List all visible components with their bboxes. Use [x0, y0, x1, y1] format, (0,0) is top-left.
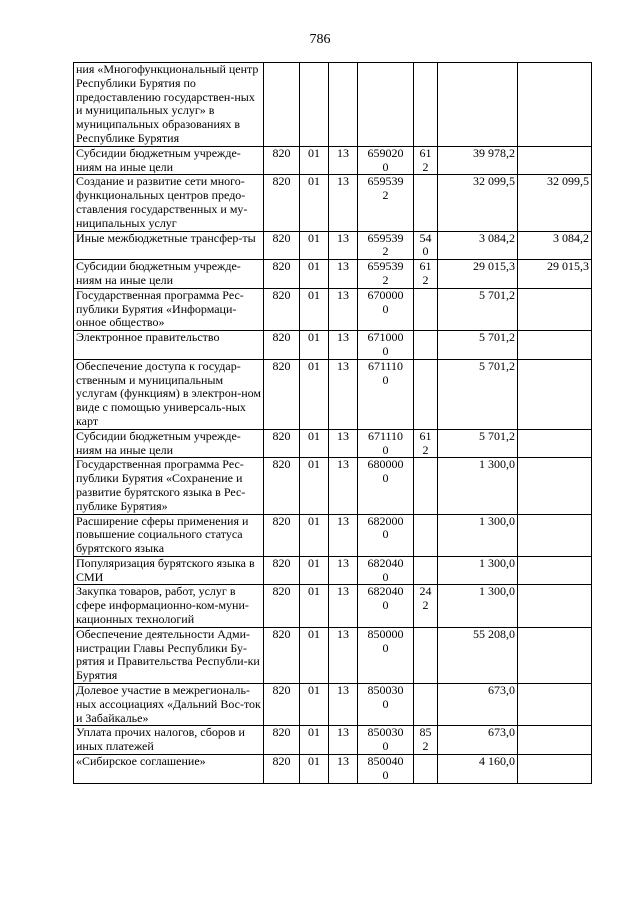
section-code: 01: [308, 584, 320, 599]
target-article-line1: 659539: [367, 174, 404, 189]
item-name-cell: [74, 585, 264, 627]
expense-type-cell: [414, 231, 438, 260]
expense-type-line2: 2: [422, 159, 429, 174]
ministry-code: 820: [272, 174, 291, 189]
subsection-code-cell: [329, 231, 358, 260]
amount: 1 300,0: [479, 457, 515, 472]
budget-table: [73, 62, 592, 784]
section-code: 01: [308, 725, 320, 740]
amount: 1 300,0: [479, 584, 515, 599]
expense-type-line2: 2: [422, 598, 429, 613]
target-article-cell: [358, 514, 414, 556]
ministry-code: 820: [272, 683, 291, 698]
amount-subventions-cell: [518, 429, 592, 458]
amount: 1 300,0: [479, 555, 515, 570]
subsection-code: 13: [337, 626, 349, 641]
section-code: 01: [308, 330, 320, 345]
item-name: Расширение сферы применения и повышение социального статуса бурятского языка: [76, 513, 249, 556]
amount-cell: [438, 231, 518, 260]
expense-type-cell: [414, 458, 438, 514]
item-name-cell: [74, 556, 264, 585]
subsection-code-cell: [329, 627, 358, 683]
amount: 1 300,0: [479, 513, 515, 528]
table-row: [74, 63, 592, 147]
section-code-cell: [300, 63, 329, 147]
amount: 29 015,3: [473, 259, 515, 274]
ministry-code: 820: [272, 457, 291, 472]
amount: 5 701,2: [479, 428, 515, 443]
ministry-code-cell: [264, 684, 300, 726]
item-name: Государственная программа Рес-публики Бурятия «Сохранение и развитие бурятского языка в Рес-публике Бурятия»: [76, 457, 246, 513]
target-article-line1: 680000: [367, 457, 404, 472]
amount-cell: [438, 359, 518, 429]
section-code: 01: [308, 358, 320, 373]
subsection-code: 13: [337, 145, 349, 160]
item-name: Субсидии бюджетным учрежде-ниям на иные цели: [76, 145, 241, 174]
target-article-cell: [358, 684, 414, 726]
item-name: Создание и развитие сети много-функциональных центров предо-ставления государственных и му-ниципальных услуг: [76, 174, 248, 230]
amount-cell: [438, 175, 518, 231]
amount: 55 208,0: [473, 626, 515, 641]
target-article-line1: 671000: [367, 330, 404, 345]
item-name-cell: [74, 359, 264, 429]
subsection-code: 13: [337, 230, 349, 245]
ministry-code-cell: [264, 63, 300, 147]
item-name: Государственная программа Рес-публики Бурятия «Информаци-онное общество»: [76, 287, 244, 330]
target-article-line1: 670000: [367, 287, 404, 302]
subsection-code: 13: [337, 287, 349, 302]
expense-type-cell: [414, 684, 438, 726]
target-article-cell: [358, 627, 414, 683]
subsection-code: 13: [337, 683, 349, 698]
section-code: 01: [308, 259, 320, 274]
ministry-code-cell: [264, 175, 300, 231]
item-name-cell: [74, 684, 264, 726]
ministry-code-cell: [264, 288, 300, 330]
amount: 3 084,2: [479, 230, 515, 245]
section-code-cell: [300, 726, 329, 755]
target-article-line2: 2: [382, 272, 389, 287]
item-name: Обеспечение доступа к государ-ственным и муниципальным услугам (функциям) в электрон-ном виде с помощью универсаль-ных карт: [76, 358, 262, 428]
item-name: «Сибирское соглашение»: [76, 754, 206, 769]
item-name-cell: [74, 260, 264, 289]
target-article-line2: 0: [382, 372, 389, 387]
expense-type-line2: 2: [422, 739, 429, 754]
target-article-cell: [358, 755, 414, 784]
subsection-code-cell: [329, 146, 358, 175]
expense-type-cell: [414, 359, 438, 429]
ministry-code-cell: [264, 359, 300, 429]
ministry-code-cell: [264, 260, 300, 289]
expense-type-cell: [414, 755, 438, 784]
ministry-code-cell: [264, 146, 300, 175]
amount-cell: [438, 627, 518, 683]
amount-subventions-cell: [518, 359, 592, 429]
amount: 673,0: [488, 725, 515, 740]
subsection-code-cell: [329, 175, 358, 231]
ministry-code: 820: [272, 259, 291, 274]
target-article-line2: 0: [382, 767, 389, 782]
subsection-code-cell: [329, 260, 358, 289]
subsection-code-cell: [329, 63, 358, 147]
item-name: Долевое участие в межрегиональ-ных ассоциациях «Дальний Вос-ток и Забайкалье»: [76, 683, 261, 725]
table-row: [74, 556, 592, 585]
section-code-cell: [300, 429, 329, 458]
subsection-code-cell: [329, 359, 358, 429]
section-code: 01: [308, 145, 320, 160]
subsection-code-cell: [329, 556, 358, 585]
subsection-code-cell: [329, 755, 358, 784]
section-code-cell: [300, 684, 329, 726]
amount-subventions: 32 099,5: [547, 174, 589, 189]
item-name: Популяризация бурятского языка в СМИ: [76, 555, 255, 584]
ministry-code: 820: [272, 287, 291, 302]
amount-subventions-cell: [518, 585, 592, 627]
table-row: [74, 288, 592, 330]
subsection-code-cell: [329, 726, 358, 755]
ministry-code: 820: [272, 330, 291, 345]
expense-type-cell: [414, 260, 438, 289]
expense-type-cell: [414, 175, 438, 231]
amount: 5 701,2: [479, 287, 515, 302]
table-row: [74, 260, 592, 289]
expense-type-cell: [414, 585, 438, 627]
amount-cell: [438, 458, 518, 514]
amount-cell: [438, 288, 518, 330]
subsection-code: 13: [337, 555, 349, 570]
section-code-cell: [300, 146, 329, 175]
amount-cell: [438, 331, 518, 360]
ministry-code-cell: [264, 514, 300, 556]
section-code: 01: [308, 174, 320, 189]
amount: 5 701,2: [479, 330, 515, 345]
target-article-cell: [358, 458, 414, 514]
table-row: [74, 514, 592, 556]
amount-subventions-cell: [518, 726, 592, 755]
target-article-line1: 659539: [367, 259, 404, 274]
expense-type-line2: 2: [422, 442, 429, 457]
amount-subventions: 29 015,3: [547, 259, 589, 274]
item-name: Субсидии бюджетным учрежде-ниям на иные цели: [76, 259, 241, 287]
table-row: [74, 359, 592, 429]
amount-cell: [438, 556, 518, 585]
target-article-line1: 682000: [367, 513, 404, 528]
ministry-code: 820: [272, 230, 291, 245]
target-article-line1: 850000: [367, 626, 404, 641]
section-code: 01: [308, 513, 320, 528]
ministry-code-cell: [264, 627, 300, 683]
expense-type-line1: 61: [419, 428, 432, 443]
amount-subventions-cell: [518, 175, 592, 231]
table-row: [74, 726, 592, 755]
target-article-line2: 0: [382, 640, 389, 655]
target-article-line2: 0: [382, 442, 389, 457]
item-name: Субсидии бюджетным учрежде-ниям на иные цели: [76, 428, 241, 457]
amount-subventions-cell: [518, 627, 592, 683]
section-code: 01: [308, 287, 320, 302]
ministry-code: 820: [272, 513, 291, 528]
item-name-cell: [74, 288, 264, 330]
section-code-cell: [300, 585, 329, 627]
section-code-cell: [300, 755, 329, 784]
ministry-code: 820: [272, 754, 291, 769]
section-code: 01: [308, 428, 320, 443]
item-name-cell: [74, 63, 264, 147]
section-code-cell: [300, 359, 329, 429]
amount-subventions-cell: [518, 684, 592, 726]
subsection-code: 13: [337, 457, 349, 472]
ministry-code-cell: [264, 726, 300, 755]
amount: 5 701,2: [479, 358, 515, 373]
section-code: 01: [308, 683, 320, 698]
subsection-code-cell: [329, 458, 358, 514]
target-article-cell: [358, 146, 414, 175]
target-article-line1: 682040: [367, 555, 404, 570]
expense-type-line2: 0: [422, 244, 429, 259]
target-article-line2: 0: [382, 739, 389, 754]
expense-type-cell: [414, 429, 438, 458]
target-article-cell: [358, 175, 414, 231]
subsection-code: 13: [337, 358, 349, 373]
target-article-line1: 659020: [367, 145, 404, 160]
section-code-cell: [300, 175, 329, 231]
amount-subventions-cell: [518, 514, 592, 556]
section-code-cell: [300, 514, 329, 556]
ministry-code: 820: [272, 555, 291, 570]
section-code-cell: [300, 231, 329, 260]
expense-type-cell: [414, 514, 438, 556]
section-code: 01: [308, 555, 320, 570]
expense-type-line1: 85: [419, 725, 432, 740]
amount-subventions-cell: [518, 331, 592, 360]
target-article-line2: 2: [382, 188, 389, 203]
item-name: Обеспечение деятельности Адми-нистрации Главы Республики Бу-рятия и Правительства Республи-ки Бурятия: [76, 626, 260, 683]
target-article-cell: [358, 359, 414, 429]
subsection-code: 13: [337, 513, 349, 528]
section-code-cell: [300, 556, 329, 585]
target-article-line2: 0: [382, 696, 389, 711]
ministry-code: 820: [272, 584, 291, 599]
amount-cell: [438, 146, 518, 175]
item-name-cell: [74, 146, 264, 175]
expense-type-cell: [414, 726, 438, 755]
amount-cell: [438, 429, 518, 458]
ministry-code-cell: [264, 556, 300, 585]
subsection-code: 13: [337, 725, 349, 740]
ministry-code-cell: [264, 458, 300, 514]
item-name: Электронное правительство: [76, 330, 220, 345]
target-article-cell: [358, 726, 414, 755]
expense-type-cell: [414, 288, 438, 330]
subsection-code: 13: [337, 754, 349, 769]
target-article-line2: 0: [382, 569, 389, 584]
section-code: 01: [308, 230, 320, 245]
item-name: ния «Многофункциональный центр Республики Бурятия по предоставлению государствен-ных и муниципальных услуг» в муниципальных образованиях в Республике Бурятия: [76, 62, 259, 145]
item-name-cell: [74, 458, 264, 514]
amount-cell: [438, 585, 518, 627]
subsection-code-cell: [329, 514, 358, 556]
budget-table-body: [74, 63, 592, 784]
subsection-code-cell: [329, 288, 358, 330]
ministry-code-cell: [264, 429, 300, 458]
amount: 39 978,2: [473, 145, 515, 160]
section-code-cell: [300, 260, 329, 289]
amount-subventions-cell: [518, 146, 592, 175]
item-name-cell: [74, 726, 264, 755]
target-article-line1: 850030: [367, 725, 404, 740]
section-code-cell: [300, 288, 329, 330]
target-article-cell: [358, 63, 414, 147]
target-article-line1: 659539: [367, 230, 404, 245]
expense-type-line1: 24: [419, 584, 432, 599]
item-name-cell: [74, 231, 264, 260]
section-code: 01: [308, 457, 320, 472]
ministry-code-cell: [264, 755, 300, 784]
amount-cell: [438, 63, 518, 147]
target-article-line2: 0: [382, 527, 389, 542]
item-name: Закупка товаров, работ, услуг в сфере информационно-ком-муни-кационных технологий: [76, 584, 249, 627]
target-article-cell: [358, 288, 414, 330]
target-article-cell: [358, 231, 414, 260]
ministry-code: 820: [272, 428, 291, 443]
amount: 32 099,5: [473, 174, 515, 189]
section-code-cell: [300, 458, 329, 514]
item-name-cell: [74, 175, 264, 231]
subsection-code: 13: [337, 428, 349, 443]
section-code-cell: [300, 331, 329, 360]
item-name: Уплата прочих налогов, сборов и иных платежей: [76, 725, 245, 754]
section-code-cell: [300, 627, 329, 683]
table-row: [74, 755, 592, 784]
ministry-code-cell: [264, 331, 300, 360]
item-name-cell: [74, 429, 264, 458]
expense-type-cell: [414, 146, 438, 175]
amount-cell: [438, 684, 518, 726]
subsection-code-cell: [329, 585, 358, 627]
expense-type-cell: [414, 627, 438, 683]
expense-type-cell: [414, 556, 438, 585]
table-row: [74, 331, 592, 360]
expense-type-line2: 2: [422, 272, 429, 287]
subsection-code-cell: [329, 684, 358, 726]
amount-subventions-cell: [518, 260, 592, 289]
target-article-line2: 0: [382, 301, 389, 316]
target-article-line2: 0: [382, 471, 389, 486]
target-article-cell: [358, 429, 414, 458]
amount-subventions: 3 084,2: [553, 230, 589, 245]
target-article-line1: 850040: [367, 754, 404, 769]
ministry-code: 820: [272, 725, 291, 740]
item-name: Иные межбюджетные трансфер-ты: [76, 230, 256, 245]
target-article-line1: 682040: [367, 584, 404, 599]
target-article-cell: [358, 585, 414, 627]
expense-type-line1: 61: [419, 259, 432, 274]
expense-type-cell: [414, 331, 438, 360]
subsection-code: 13: [337, 259, 349, 274]
amount-cell: [438, 260, 518, 289]
amount-subventions-cell: [518, 231, 592, 260]
table-row: [74, 146, 592, 175]
table-row: [74, 231, 592, 260]
ministry-code-cell: [264, 585, 300, 627]
target-article-cell: [358, 260, 414, 289]
subsection-code-cell: [329, 331, 358, 360]
target-article-cell: [358, 556, 414, 585]
target-article-line2: 0: [382, 343, 389, 358]
table-row: [74, 175, 592, 231]
amount-cell: [438, 514, 518, 556]
subsection-code: 13: [337, 330, 349, 345]
amount-subventions-cell: [518, 63, 592, 147]
ministry-code: 820: [272, 358, 291, 373]
target-article-line1: 671110: [367, 358, 404, 373]
table-row: [74, 627, 592, 683]
target-article-line2: 0: [382, 159, 389, 174]
amount-cell: [438, 726, 518, 755]
amount-cell: [438, 755, 518, 784]
expense-type-line1: 61: [419, 145, 432, 160]
subsection-code: 13: [337, 174, 349, 189]
section-code: 01: [308, 754, 320, 769]
ministry-code-cell: [264, 231, 300, 260]
amount: 673,0: [488, 683, 515, 698]
target-article-cell: [358, 331, 414, 360]
item-name-cell: [74, 514, 264, 556]
subsection-code-cell: [329, 429, 358, 458]
ministry-code: 820: [272, 626, 291, 641]
amount-subventions-cell: [518, 288, 592, 330]
table-row: [74, 458, 592, 514]
item-name-cell: [74, 331, 264, 360]
amount-subventions-cell: [518, 556, 592, 585]
subsection-code: 13: [337, 584, 349, 599]
amount-subventions-cell: [518, 458, 592, 514]
amount-subventions-cell: [518, 755, 592, 784]
table-row: [74, 585, 592, 627]
item-name-cell: [74, 755, 264, 784]
ministry-code: 820: [272, 145, 291, 160]
target-article-line2: 2: [382, 244, 389, 259]
amount: 4 160,0: [479, 754, 515, 769]
expense-type-line1: 54: [419, 230, 432, 245]
page-number: 786: [309, 32, 331, 47]
table-row: [74, 684, 592, 726]
item-name-cell: [74, 627, 264, 683]
target-article-line1: 671110: [367, 428, 404, 443]
section-code: 01: [308, 626, 320, 641]
target-article-line1: 850030: [367, 683, 404, 698]
table-row: [74, 429, 592, 458]
expense-type-cell: [414, 63, 438, 147]
target-article-line2: 0: [382, 598, 389, 613]
